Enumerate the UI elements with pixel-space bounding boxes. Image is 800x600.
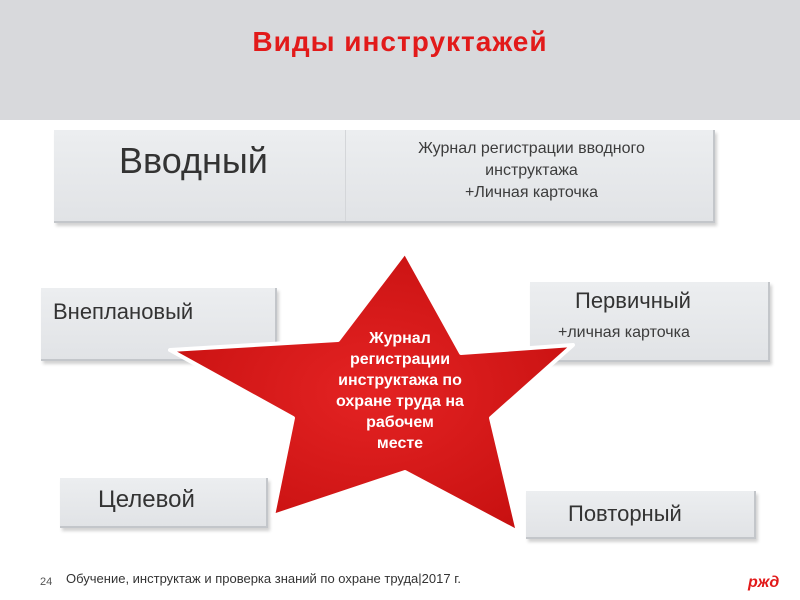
rzd-logo: ржд (748, 574, 780, 591)
header-band (0, 0, 800, 120)
box-vvodny (54, 130, 715, 223)
star-text (300, 328, 500, 454)
star-line-4: охране труда на (336, 393, 464, 410)
star-line-6: месте (376, 435, 424, 452)
vvodny-doc-line2: инструктажа (485, 162, 578, 179)
vvodny-label: Вводный (119, 140, 268, 181)
star-line-5: рабочем (366, 414, 434, 431)
celevoy-label: Целевой (98, 486, 195, 513)
slide-title: Виды инструктажей (252, 26, 548, 57)
star-line-1: Журнал (369, 330, 431, 347)
star-line-3: инструктажа по (338, 372, 462, 389)
pervichny-label: Первичный (575, 288, 691, 313)
povtorny-label: Повторный (568, 501, 682, 526)
star-line-2: регистрации (349, 351, 451, 368)
vneplanovy-label: Внеплановый (53, 299, 194, 324)
vvodny-doc-line1: Журнал регистрации вводного (418, 140, 645, 157)
page-number: 24 (40, 576, 53, 588)
vvodny-doc-line3: +Личная карточка (464, 184, 599, 201)
pervichny-sub: +личная карточка (558, 324, 690, 341)
footer-text: Обучение, инструктаж и проверка знаний по охране труда|2017 г. (66, 571, 461, 586)
vvodny-doc (354, 138, 709, 204)
vvodny-divider (345, 130, 346, 221)
